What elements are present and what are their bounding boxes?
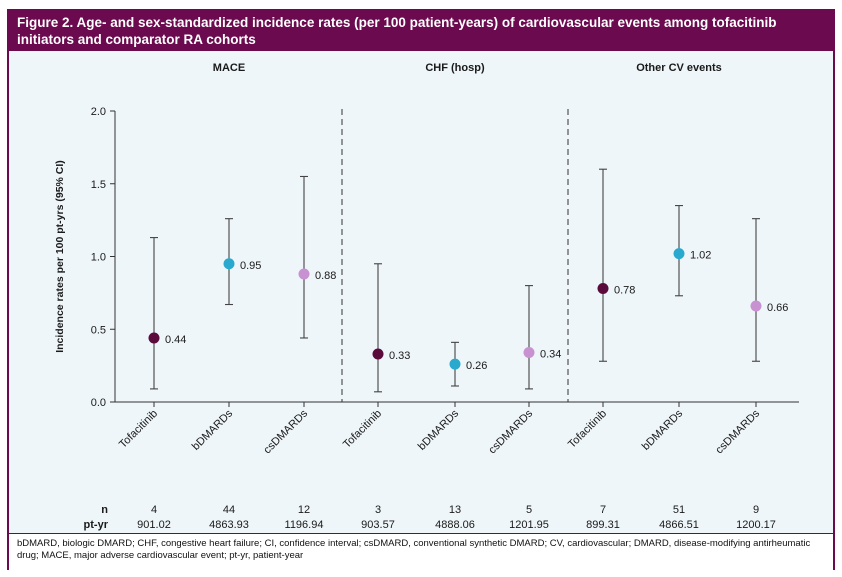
x-tick-label: bDMARDs bbox=[639, 407, 686, 453]
y-axis-label: Incidence rates per 100 pt-yrs (95% CI) bbox=[54, 160, 66, 353]
y-tick-label: 2.0 bbox=[90, 106, 106, 118]
point-value-label: 0.33 bbox=[389, 349, 411, 362]
chart bbox=[9, 51, 833, 533]
y-tick-label: 1.5 bbox=[90, 178, 106, 191]
panel-title: CHF (hosp) bbox=[425, 62, 485, 74]
x-tick-label: bDMARDs bbox=[189, 407, 236, 453]
n-value: 7 bbox=[599, 504, 607, 516]
y-tick-label: 0.0 bbox=[90, 397, 106, 409]
point-bdmards bbox=[674, 248, 685, 259]
point-csdmards bbox=[751, 300, 762, 311]
figure-frame bbox=[7, 9, 835, 570]
x-tick-label: Tofacitinib bbox=[117, 407, 161, 451]
n-value: 51 bbox=[672, 504, 686, 516]
ptyr-value: 899.31 bbox=[586, 519, 620, 531]
point-bdmards bbox=[224, 258, 235, 269]
ptyr-value: 1196.94 bbox=[284, 519, 324, 531]
ptyr-value: 4866.51 bbox=[659, 519, 699, 531]
ptyr-value: 901.02 bbox=[137, 519, 171, 531]
x-tick-label: csDMARDs bbox=[713, 407, 763, 457]
point-value-label: 0.44 bbox=[165, 333, 187, 346]
point-csdmards bbox=[299, 268, 310, 279]
point-tofacitinib bbox=[149, 332, 160, 343]
ptyr-value: 903.57 bbox=[361, 519, 395, 531]
x-tick-label: bDMARDs bbox=[415, 407, 462, 453]
point-value-label: 0.88 bbox=[315, 269, 337, 282]
point-value-label: 1.02 bbox=[690, 249, 712, 262]
x-tick-label: csDMARDs bbox=[486, 407, 536, 457]
x-tick-label: Tofacitinib bbox=[341, 407, 385, 451]
ptyr-row-label: pt-yr bbox=[83, 519, 108, 531]
figure-title: Figure 2. Age- and sex-standardized incidence rates (per 100 patient-years) of cardiovascular events among tofacitinib initiators and comparator RA cohorts bbox=[9, 11, 833, 51]
panel-title: MACE bbox=[212, 62, 246, 74]
n-value: 44 bbox=[222, 504, 236, 516]
point-value-label: 0.78 bbox=[614, 284, 636, 297]
n-row-label: n bbox=[101, 504, 108, 516]
point-tofacitinib bbox=[598, 283, 609, 294]
point-csdmards bbox=[524, 347, 535, 358]
y-tick-label: 0.5 bbox=[90, 324, 106, 337]
n-value: 4 bbox=[150, 504, 158, 516]
y-tick-label: 1.0 bbox=[90, 251, 106, 264]
ptyr-value: 4888.06 bbox=[435, 519, 475, 531]
ptyr-value: 4863.93 bbox=[209, 519, 249, 531]
x-tick-label: Tofacitinib bbox=[566, 407, 610, 451]
n-value: 5 bbox=[525, 504, 533, 516]
n-value: 13 bbox=[448, 504, 462, 516]
point-tofacitinib bbox=[373, 348, 384, 359]
n-value: 3 bbox=[374, 504, 382, 516]
n-value: 12 bbox=[297, 504, 311, 516]
point-value-label: 0.95 bbox=[240, 259, 262, 272]
panel-title: Other CV events bbox=[636, 62, 722, 74]
x-tick-label: csDMARDs bbox=[261, 407, 311, 457]
point-value-label: 0.66 bbox=[767, 301, 789, 314]
point-value-label: 0.34 bbox=[540, 348, 562, 361]
point-value-label: 0.26 bbox=[466, 360, 488, 373]
ptyr-value: 1200.17 bbox=[736, 519, 776, 531]
footnote: bDMARD, biologic DMARD; CHF, congestive heart failure; CI, confidence interval; csDMARD, conventional synthetic DMARD; CV, cardiovascular; DMARD, disease-modifying antirheumatic drug; MACE, major adverse cardiovascular event; pt-yr, patient-year bbox=[9, 533, 833, 570]
n-value: 9 bbox=[752, 504, 760, 516]
point-bdmards bbox=[450, 359, 461, 370]
ptyr-value: 1201.95 bbox=[509, 519, 549, 531]
